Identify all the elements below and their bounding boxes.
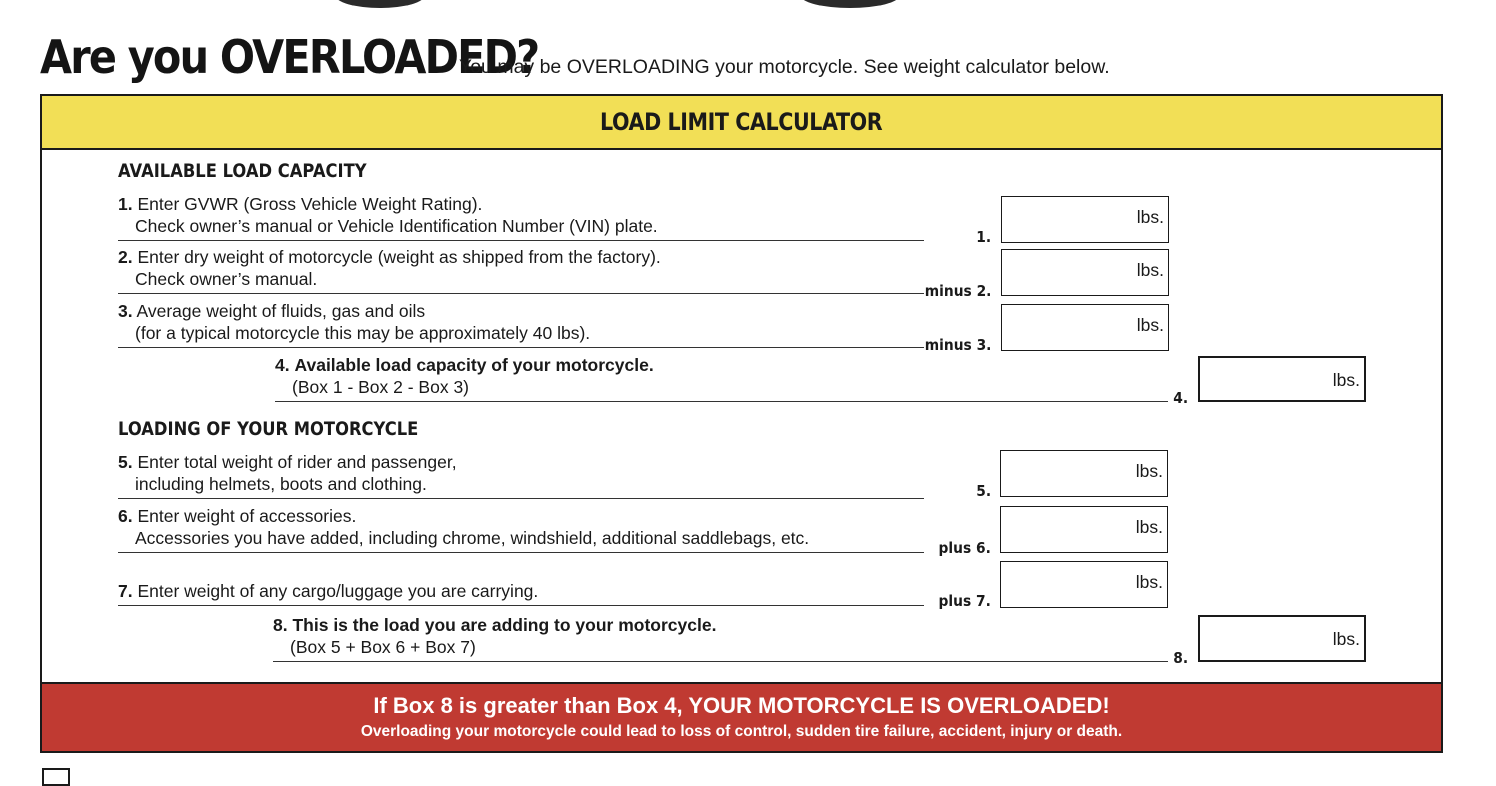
calculator-title: LOAD LIMIT CALCULATOR [600, 108, 883, 136]
row-7-marker: plus 7. [938, 592, 991, 610]
row-3-text: 3. Average weight of fluids, gas and oils (for a typical motorcycle this may be approximately 40 lbs). [118, 301, 591, 343]
box-4-unit: lbs. [1332, 370, 1360, 390]
row-1-text: 1. Enter GVWR (Gross Vehicle Weight Rating). Check owner’s manual or Vehicle Identification Number (VIN) plate. [118, 194, 658, 236]
box-5-unit: lbs. [1135, 461, 1163, 481]
box-8-unit: lbs. [1332, 629, 1360, 649]
row-1-line [118, 240, 924, 241]
section-available-capacity: AVAILABLE LOAD CAPACITY [118, 160, 367, 182]
box-1-unit: lbs. [1136, 207, 1164, 227]
box-8-result[interactable] [1198, 615, 1366, 662]
box-3-input[interactable] [1001, 304, 1169, 351]
row-6-line [118, 552, 924, 553]
box-6-input[interactable] [1000, 506, 1168, 553]
row-2-text: 2. Enter dry weight of motorcycle (weight as shipped from the factory). Check owner’s manual. [118, 247, 661, 289]
row-3-marker: minus 3. [924, 336, 991, 354]
section-loading: LOADING OF YOUR MOTORCYCLE [118, 418, 419, 440]
box-2-unit: lbs. [1136, 260, 1164, 280]
box-6-unit: lbs. [1135, 517, 1163, 537]
row-4-text: 4. Available load capacity of your motorcycle. (Box 1 - Box 2 - Box 3) [275, 355, 654, 397]
warning-sub-text: Overloading your motorcycle could lead to loss of control, sudden tire failure, accident, injury or death. [360, 723, 1123, 740]
row-7-line [118, 605, 924, 606]
checkbox-icon[interactable] [42, 768, 70, 786]
tire-image-right [800, 0, 900, 8]
box-2-input[interactable] [1001, 249, 1169, 296]
row-4-marker: 4. [1173, 389, 1188, 407]
row-5-line [118, 498, 924, 499]
box-7-input[interactable] [1000, 561, 1168, 608]
warning-main-text: If Box 8 is greater than Box 4, YOUR MOTORCYCLE IS OVERLOADED! [373, 693, 1110, 718]
row-8-marker: 8. [1173, 649, 1188, 667]
box-7-unit: lbs. [1135, 572, 1163, 592]
page-subtitle: You may be OVERLOADING your motorcycle. See weight calculator below. [459, 56, 1110, 78]
box-3-unit: lbs. [1136, 315, 1164, 335]
row-6-text: 6. Enter weight of accessories. Accessories you have added, including chrome, windshield, additional saddlebags, etc. [118, 506, 810, 548]
row-8-text: 8. This is the load you are adding to your motorcycle. (Box 5 + Box 6 + Box 7) [273, 615, 717, 657]
tire-image-left [335, 0, 425, 8]
row-7-text: 7. Enter weight of any cargo/luggage you are carrying. [118, 581, 539, 601]
row-3-line [118, 347, 924, 348]
row-4-line [275, 401, 1168, 402]
page-title: Are you OVERLOADED? [40, 30, 539, 84]
row-2-marker: minus 2. [924, 282, 991, 300]
row-6-marker: plus 6. [938, 539, 991, 557]
box-4-result[interactable] [1198, 356, 1366, 402]
calculator-header [42, 96, 1441, 150]
row-5-text: 5. Enter total weight of rider and passenger, including helmets, boots and clothing. [118, 452, 457, 494]
row-2-line [118, 293, 924, 294]
load-limit-calculator [40, 94, 1443, 753]
box-1-input[interactable] [1001, 196, 1169, 243]
row-5-marker: 5. [976, 482, 991, 500]
box-5-input[interactable] [1000, 450, 1168, 497]
overload-warning-banner [42, 682, 1441, 751]
row-1-marker: 1. [976, 228, 991, 246]
row-8-line [273, 661, 1168, 662]
